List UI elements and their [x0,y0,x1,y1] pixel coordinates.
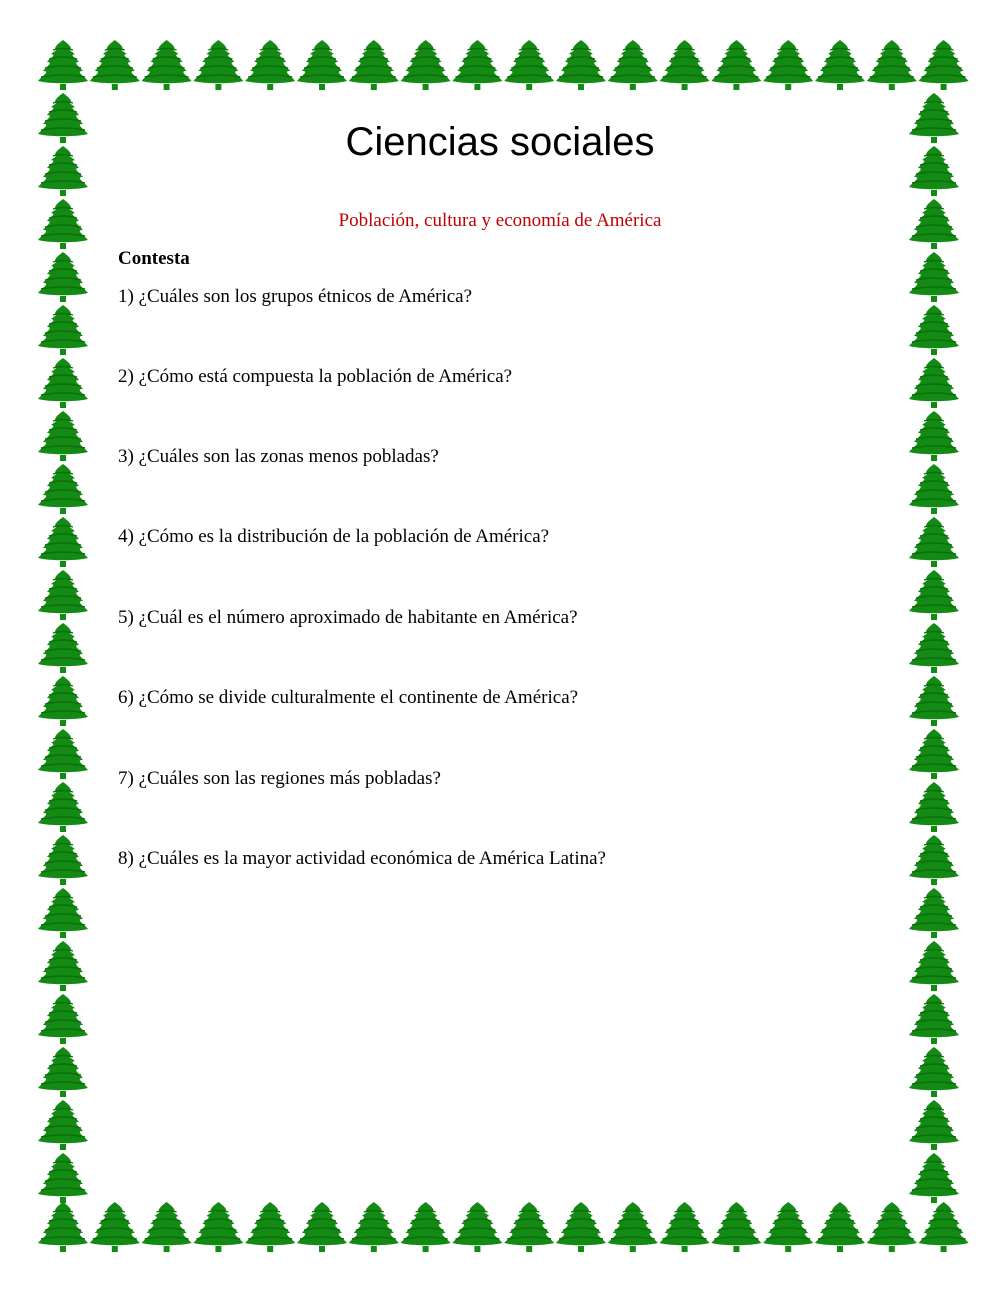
christmas-tree-icon [245,40,295,90]
christmas-tree-icon [763,40,813,90]
christmas-tree-icon [909,729,959,779]
page-subtitle: Población, cultura y economía de América [338,210,662,231]
christmas-tree-icon [909,623,959,673]
christmas-tree-icon [38,464,88,514]
christmas-tree-icon [193,1202,243,1252]
christmas-tree-icon [919,40,969,90]
christmas-tree-icon [38,994,88,1044]
christmas-tree-icon [452,40,502,90]
christmas-tree-icon [909,888,959,938]
christmas-tree-icon [38,623,88,673]
christmas-tree-icon [193,40,243,90]
question-6: 6) ¿Cómo se divide culturalmente el continente de América? [118,687,579,708]
christmas-tree-icon [349,40,399,90]
christmas-tree-icon [556,1202,606,1252]
christmas-tree-icon [763,1202,813,1252]
christmas-tree-icon [909,676,959,726]
christmas-tree-icon [909,941,959,991]
christmas-tree-icon [38,1153,88,1203]
christmas-tree-icon [38,305,88,355]
christmas-tree-icon [608,1202,658,1252]
christmas-tree-icon [909,305,959,355]
christmas-tree-icon [711,40,761,90]
christmas-tree-icon [815,1202,865,1252]
christmas-tree-icon [909,358,959,408]
christmas-tree-icon [38,570,88,620]
christmas-tree-icon [297,40,347,90]
christmas-tree-icon [909,835,959,885]
christmas-tree-icon [38,676,88,726]
christmas-tree-icon [38,252,88,302]
christmas-tree-icon [38,517,88,567]
christmas-tree-icon [142,1202,192,1252]
christmas-tree-icon [909,994,959,1044]
christmas-tree-icon [909,252,959,302]
christmas-tree-icon [909,1100,959,1150]
christmas-tree-icon [142,40,192,90]
christmas-tree-icon [909,411,959,461]
christmas-tree-icon [38,1047,88,1097]
question-8: 8) ¿Cuáles es la mayor actividad económica de América Latina? [118,848,606,869]
christmas-tree-icon [909,1047,959,1097]
christmas-tree-icon [504,1202,554,1252]
christmas-tree-icon [401,1202,451,1252]
question-7: 7) ¿Cuáles son las regiones más pobladas? [118,768,441,789]
christmas-tree-icon [38,941,88,991]
christmas-tree-icon [452,1202,502,1252]
christmas-tree-icon [90,1202,140,1252]
christmas-tree-icon [38,782,88,832]
christmas-tree-icon [556,40,606,90]
christmas-tree-icon [909,782,959,832]
christmas-tree-icon [909,1153,959,1203]
question-2: 2) ¿Cómo está compuesta la población de América? [118,366,513,387]
christmas-tree-icon [401,40,451,90]
question-3: 3) ¿Cuáles son las zonas menos pobladas? [118,446,439,467]
christmas-tree-icon [660,1202,710,1252]
christmas-tree-icon [815,40,865,90]
christmas-tree-icon [349,1202,399,1252]
instruction-label: Contesta [118,248,190,269]
christmas-tree-icon [608,40,658,90]
christmas-tree-icon [38,1202,88,1252]
christmas-tree-icon [297,1202,347,1252]
christmas-tree-icon [38,888,88,938]
christmas-tree-icon [909,570,959,620]
christmas-tree-icon [90,40,140,90]
christmas-tree-icon [38,40,88,90]
christmas-tree-icon [867,1202,917,1252]
christmas-tree-icon [909,517,959,567]
christmas-tree-icon [245,1202,295,1252]
christmas-tree-icon [919,1202,969,1252]
christmas-tree-icon [909,464,959,514]
question-5: 5) ¿Cuál es el número aproximado de habitante en América? [118,607,578,628]
christmas-tree-icon [38,358,88,408]
christmas-tree-icon [867,40,917,90]
christmas-tree-icon [38,835,88,885]
christmas-tree-icon [38,411,88,461]
question-4: 4) ¿Cómo es la distribución de la población de América? [118,526,550,547]
christmas-tree-icon [504,40,554,90]
christmas-tree-icon [38,1100,88,1150]
christmas-tree-icon [38,729,88,779]
page-title: Ciencias sociales [345,120,655,164]
question-1: 1) ¿Cuáles son los grupos étnicos de América? [118,286,473,307]
christmas-tree-icon [660,40,710,90]
christmas-tree-icon [711,1202,761,1252]
